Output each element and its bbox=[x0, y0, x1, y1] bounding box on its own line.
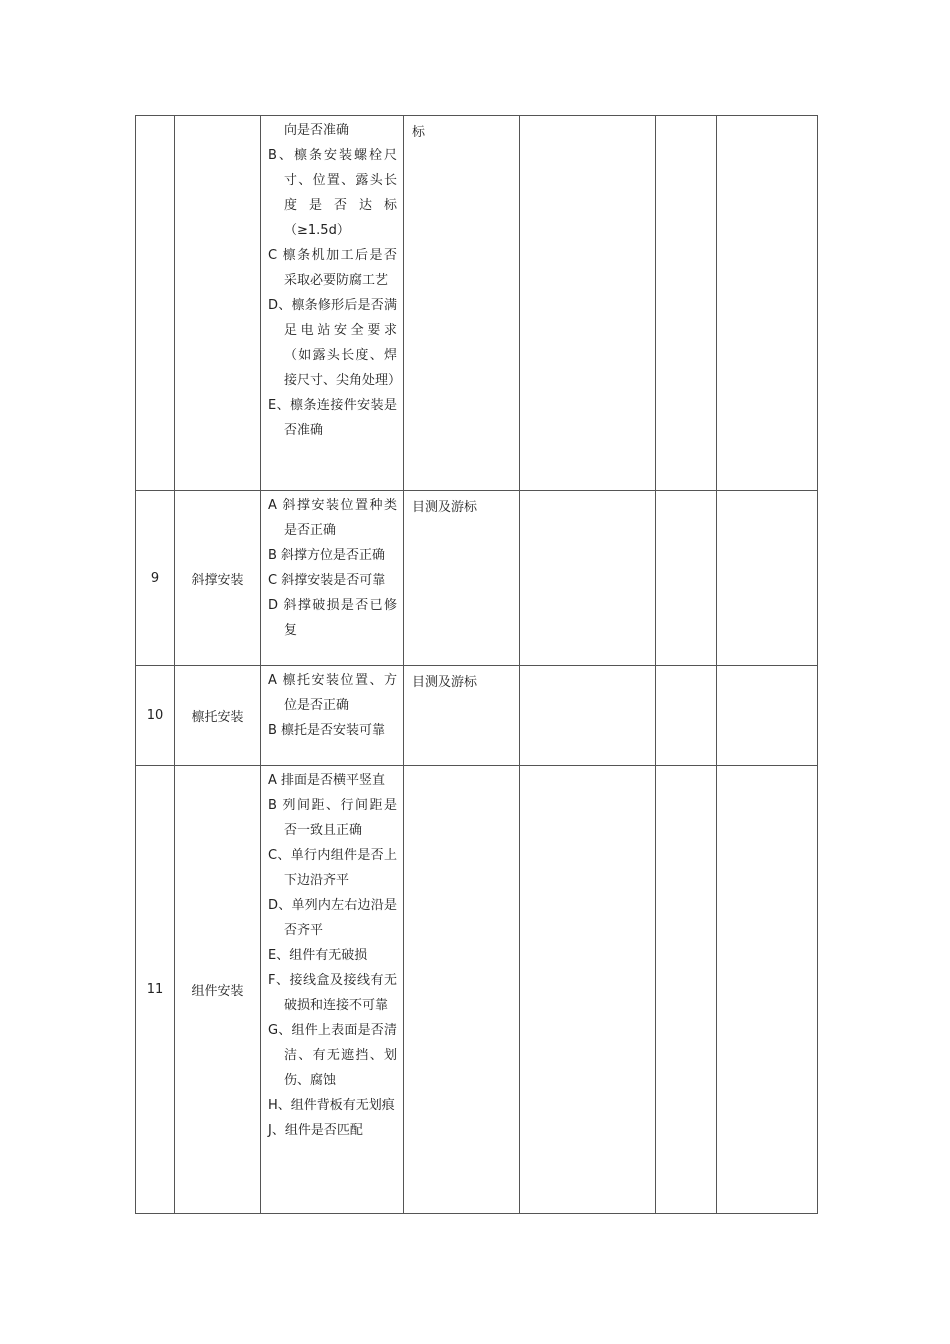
empty-cell bbox=[717, 766, 818, 1214]
check-item: A 排面是否横平竖直 bbox=[268, 773, 386, 788]
table-row bbox=[136, 116, 818, 491]
table-row bbox=[136, 491, 818, 666]
check-method: 目测及游标 bbox=[404, 666, 520, 766]
check-item: A 斜撑安装位置种类是否正确 bbox=[268, 498, 397, 538]
row-number: 10 bbox=[136, 666, 175, 766]
check-items bbox=[261, 666, 404, 766]
check-method: 标 bbox=[404, 116, 520, 491]
row-number: 11 bbox=[136, 766, 175, 1214]
check-item: A 檩托安装位置、方位是否正确 bbox=[268, 673, 397, 713]
check-item: B 斜撑方位是否正确 bbox=[268, 548, 386, 563]
check-items bbox=[261, 491, 404, 666]
row-name: 组件安装 bbox=[175, 766, 261, 1214]
check-item: G、组件上表面是否清洁、有无遮挡、划伤、腐蚀 bbox=[268, 1023, 397, 1088]
row-number bbox=[136, 116, 175, 491]
check-item: B 列间距、行间距是否一致且正确 bbox=[268, 798, 397, 838]
table-row bbox=[136, 766, 818, 1214]
row-name: 斜撑安装 bbox=[175, 491, 261, 666]
empty-cell bbox=[520, 491, 656, 666]
check-item: D、檩条修形后是否满足电站安全要求（如露头长度、焊接尺寸、尖角处理） bbox=[268, 298, 402, 388]
row-number: 9 bbox=[136, 491, 175, 666]
check-item: D、单列内左右边沿是否齐平 bbox=[268, 898, 397, 938]
check-items bbox=[261, 766, 404, 1214]
check-item: 向是否准确 bbox=[284, 123, 350, 138]
check-item: C、单行内组件是否上下边沿齐平 bbox=[268, 848, 397, 888]
check-item: D 斜撑破损是否已修复 bbox=[268, 598, 397, 638]
check-item: J、组件是否匹配 bbox=[268, 1123, 363, 1138]
empty-cell bbox=[717, 116, 818, 491]
empty-cell bbox=[717, 666, 818, 766]
table-row bbox=[136, 666, 818, 766]
row-name bbox=[175, 116, 261, 491]
empty-cell bbox=[520, 666, 656, 766]
empty-cell bbox=[656, 766, 717, 1214]
check-method: 目测及游标 bbox=[404, 491, 520, 666]
empty-cell bbox=[656, 666, 717, 766]
check-item: C 檩条机加工后是否采取必要防腐工艺 bbox=[268, 248, 397, 288]
check-method bbox=[404, 766, 520, 1214]
empty-cell bbox=[656, 116, 717, 491]
check-item: B、檩条安装螺栓尺寸、位置、露头长度是否达标（≥1.5d） bbox=[268, 148, 397, 238]
check-item: C 斜撑安装是否可靠 bbox=[268, 573, 386, 588]
inspection-table bbox=[135, 115, 818, 1214]
check-item: H、组件背板有无划痕 bbox=[268, 1098, 395, 1113]
row-name: 檩托安装 bbox=[175, 666, 261, 766]
empty-cell bbox=[520, 116, 656, 491]
empty-cell bbox=[717, 491, 818, 666]
check-item: E、组件有无破损 bbox=[268, 948, 368, 963]
check-item: B 檩托是否安装可靠 bbox=[268, 723, 386, 738]
check-items bbox=[261, 116, 404, 491]
empty-cell bbox=[520, 766, 656, 1214]
check-item: E、檩条连接件安装是否准确 bbox=[268, 398, 397, 438]
check-item: F、接线盒及接线有无破损和连接不可靠 bbox=[268, 973, 397, 1013]
empty-cell bbox=[656, 491, 717, 666]
